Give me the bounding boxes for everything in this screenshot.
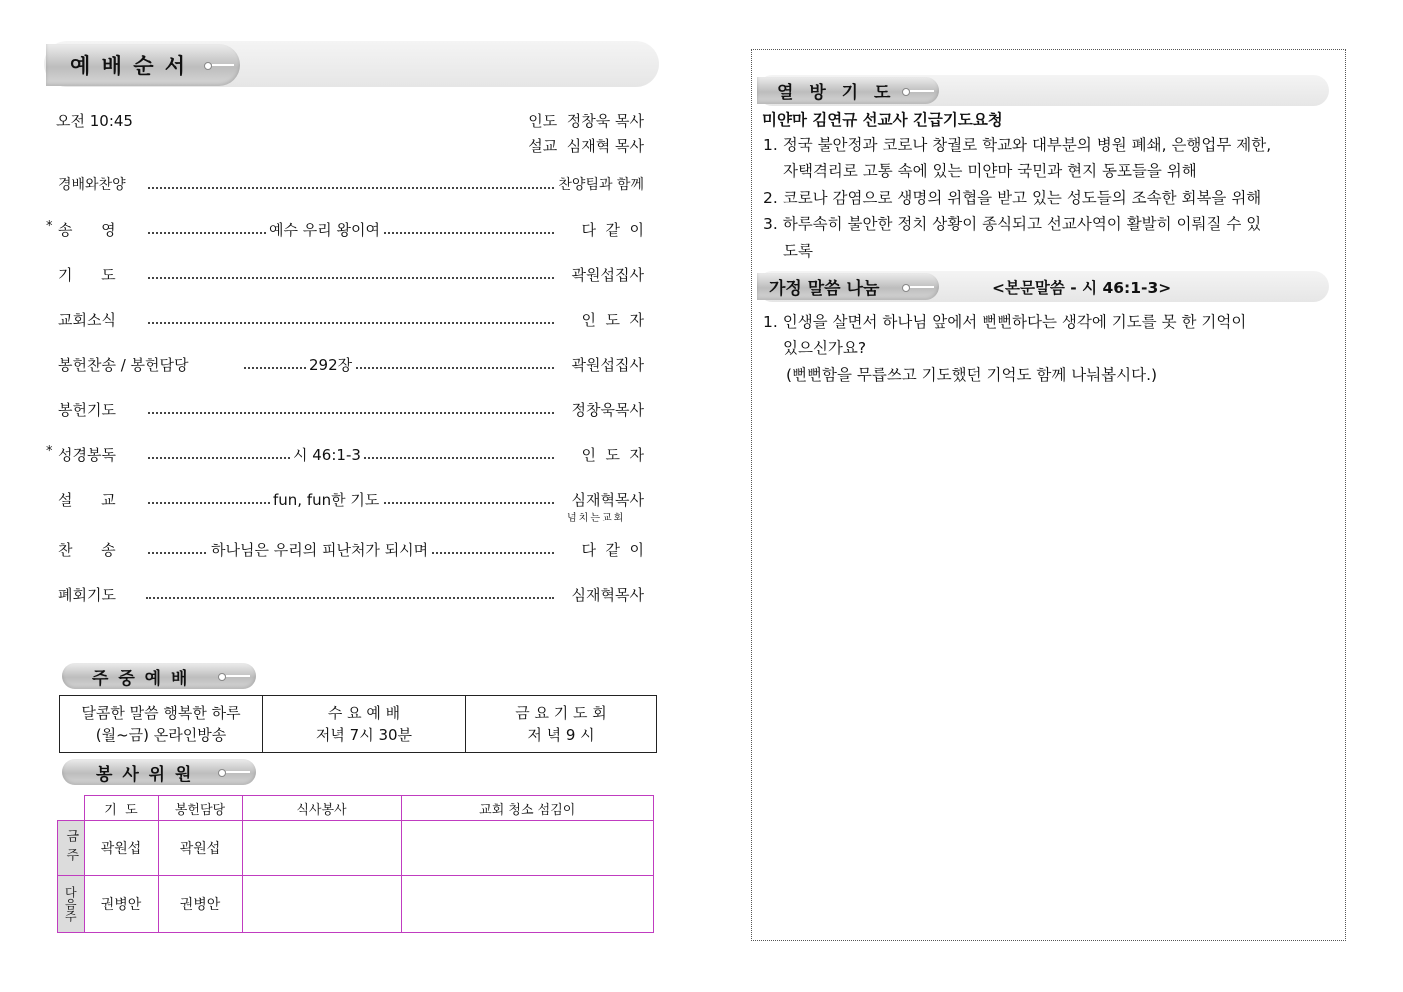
church-name: 넘치는교회 bbox=[567, 513, 626, 524]
worship-header bbox=[46, 44, 240, 86]
header-knob-icon bbox=[204, 62, 212, 70]
question-line1: 1. 인생을 살면서 하나님 앞에서 뻔뻔하다는 생각에 기도를 못 한 기억이 bbox=[763, 313, 1247, 331]
prayer-cell: 곽원섭 bbox=[84, 821, 158, 876]
order-item-name: 찬 송 bbox=[58, 541, 116, 559]
question-line3: (뻔뻔함을 무릅쓰고 기도했던 기억도 함께 나눠봅시다.) bbox=[786, 366, 1158, 384]
order-item-leader: 곽원섭집사 bbox=[571, 266, 644, 284]
cleaning-cell bbox=[401, 821, 654, 876]
leader-dots bbox=[146, 597, 554, 599]
cleaning-cell bbox=[401, 876, 654, 933]
weekday-cell-line1: 금 요 기 도 회 bbox=[515, 704, 607, 722]
header-line-icon bbox=[910, 286, 934, 288]
column-header: 교회 청소 섬김이 bbox=[401, 796, 654, 821]
order-item-detail: 292장 bbox=[306, 354, 355, 375]
order-item-name: 경배와찬양 bbox=[58, 177, 126, 193]
order-item-leader: 찬양팀과 함께 bbox=[558, 177, 644, 193]
order-item-name: 성경봉독 bbox=[58, 446, 116, 464]
order-item-name: 송 영 bbox=[58, 221, 116, 239]
leader-dots bbox=[244, 367, 554, 369]
standing-mark: * bbox=[46, 219, 53, 234]
service-preacher: 설교 심재혁 목사 bbox=[528, 137, 644, 155]
order-item-name: 교회소식 bbox=[58, 311, 116, 329]
order-item-detail: 하나님은 우리의 피난처가 되시며 bbox=[208, 539, 431, 560]
prayer-cell: 권병안 bbox=[84, 876, 158, 933]
order-row bbox=[58, 174, 644, 196]
weekday-worship-table bbox=[59, 695, 657, 753]
meal-cell bbox=[242, 876, 401, 933]
order-item-name: 기 도 bbox=[58, 266, 116, 284]
prayer-header bbox=[757, 77, 939, 104]
weekday-cell bbox=[263, 696, 466, 753]
order-item-leader: 정창욱목사 bbox=[571, 401, 644, 419]
weekday-cell-line2: 저 녁 9 시 bbox=[527, 726, 595, 744]
weekday-header bbox=[62, 663, 256, 689]
weekday-cell bbox=[466, 696, 657, 753]
header-knob-icon bbox=[902, 284, 910, 292]
order-row bbox=[58, 489, 644, 511]
prayer-item-3-line1: 3. 하루속히 불안한 정치 상황이 종식되고 선교사역이 활발히 이뤄질 수 있 bbox=[763, 215, 1262, 233]
weekday-cell bbox=[60, 696, 263, 753]
leader-dots bbox=[148, 187, 554, 189]
order-item-detail: 시 46:1-3 bbox=[290, 444, 364, 465]
prayer-item-2-line1: 2. 코로나 감염으로 생명의 위협을 받고 있는 성도들의 조속한 회복을 위해 bbox=[763, 189, 1262, 207]
service-time: 오전 10:45 bbox=[56, 112, 133, 130]
order-row bbox=[58, 399, 644, 421]
row-label: 다음주 bbox=[58, 876, 85, 933]
order-item-name: 폐회기도 bbox=[58, 586, 116, 604]
order-item-leader: 심재혁목사 bbox=[571, 586, 644, 604]
order-item-name: 설 교 bbox=[58, 491, 116, 509]
table-row bbox=[58, 821, 654, 876]
prayer-header-title: 열 방 기 도 bbox=[777, 83, 896, 103]
row-label: 금주 bbox=[58, 821, 85, 876]
sharing-header-title: 가정 말씀 나눔 bbox=[769, 279, 880, 299]
weekday-cell-line1: 수 요 예 배 bbox=[327, 704, 401, 722]
sharing-header bbox=[757, 273, 939, 300]
column-header: 봉헌담당 bbox=[158, 796, 242, 821]
column-header: 식사봉사 bbox=[242, 796, 401, 821]
prayer-item-1-line2: 자택격리로 고통 속에 있는 미얀마 국민과 현지 동포들을 위해 bbox=[783, 162, 1197, 180]
prayer-item-1-line1: 1. 정국 불안정과 코로나 창궐로 학교와 대부분의 병원 폐쇄, 은행업무 제한, bbox=[763, 136, 1272, 154]
order-item-leader: 심재혁목사 bbox=[571, 491, 644, 509]
order-row bbox=[58, 584, 644, 606]
weekday-cell-line2: (월~금) 온라인방송 bbox=[95, 726, 227, 744]
header-knob-icon bbox=[902, 88, 910, 96]
meal-cell bbox=[242, 821, 401, 876]
header-line-icon bbox=[910, 90, 934, 92]
leader-dots bbox=[148, 277, 554, 279]
prayer-title: 미얀마 김연규 선교사 긴급기도요청 bbox=[762, 111, 1003, 129]
service-table-header bbox=[58, 796, 654, 821]
corner-cell bbox=[58, 796, 85, 821]
offering-cell: 곽원섭 bbox=[158, 821, 242, 876]
order-item-name: 봉헌찬송 / 봉헌담당 bbox=[58, 356, 189, 374]
order-item-leader: 다 같 이 bbox=[581, 541, 644, 559]
prayer-item-3-line2: 도록 bbox=[783, 242, 813, 260]
header-knob-icon bbox=[218, 769, 226, 777]
order-item-leader: 인 도 자 bbox=[581, 311, 644, 329]
order-item-detail: 예수 우리 왕이여 bbox=[266, 219, 383, 240]
leader-dots bbox=[148, 322, 554, 324]
order-row bbox=[58, 354, 644, 376]
service-table bbox=[57, 795, 654, 933]
order-row bbox=[46, 219, 644, 241]
order-item-name: 봉헌기도 bbox=[58, 401, 116, 419]
weekday-header-title: 주 중 예 배 bbox=[92, 668, 190, 689]
sharing-passage: <본문말씀 - 시 46:1-3> bbox=[992, 279, 1172, 297]
header-line-icon bbox=[212, 64, 234, 66]
order-item-detail: fun, fun한 기도 bbox=[270, 489, 382, 510]
question-line2: 있으신가요? bbox=[783, 339, 867, 357]
leader-dots bbox=[148, 412, 554, 414]
table-row bbox=[58, 876, 654, 933]
header-line-icon bbox=[226, 771, 250, 773]
offering-cell: 권병안 bbox=[158, 876, 242, 933]
weekday-cell-line2: 저녁 7시 30분 bbox=[315, 726, 413, 744]
order-row bbox=[58, 264, 644, 286]
weekday-cell-line1: 달콤한 말씀 행복한 하루 bbox=[81, 704, 241, 722]
order-item-leader: 인 도 자 bbox=[581, 446, 644, 464]
header-knob-icon bbox=[218, 673, 226, 681]
order-row bbox=[58, 309, 644, 331]
column-header: 기 도 bbox=[84, 796, 158, 821]
service-leader: 인도 정창욱 목사 bbox=[528, 112, 644, 130]
service-header bbox=[62, 759, 256, 785]
service-header-title: 봉 사 위 원 bbox=[96, 764, 194, 785]
order-item-leader: 곽원섭집사 bbox=[571, 356, 644, 374]
order-row bbox=[46, 444, 644, 466]
order-row bbox=[58, 539, 644, 561]
header-line-icon bbox=[226, 675, 250, 677]
standing-mark: * bbox=[46, 444, 53, 459]
order-item-leader: 다 같 이 bbox=[581, 221, 644, 239]
worship-header-title: 예 배 순 서 bbox=[70, 54, 188, 78]
